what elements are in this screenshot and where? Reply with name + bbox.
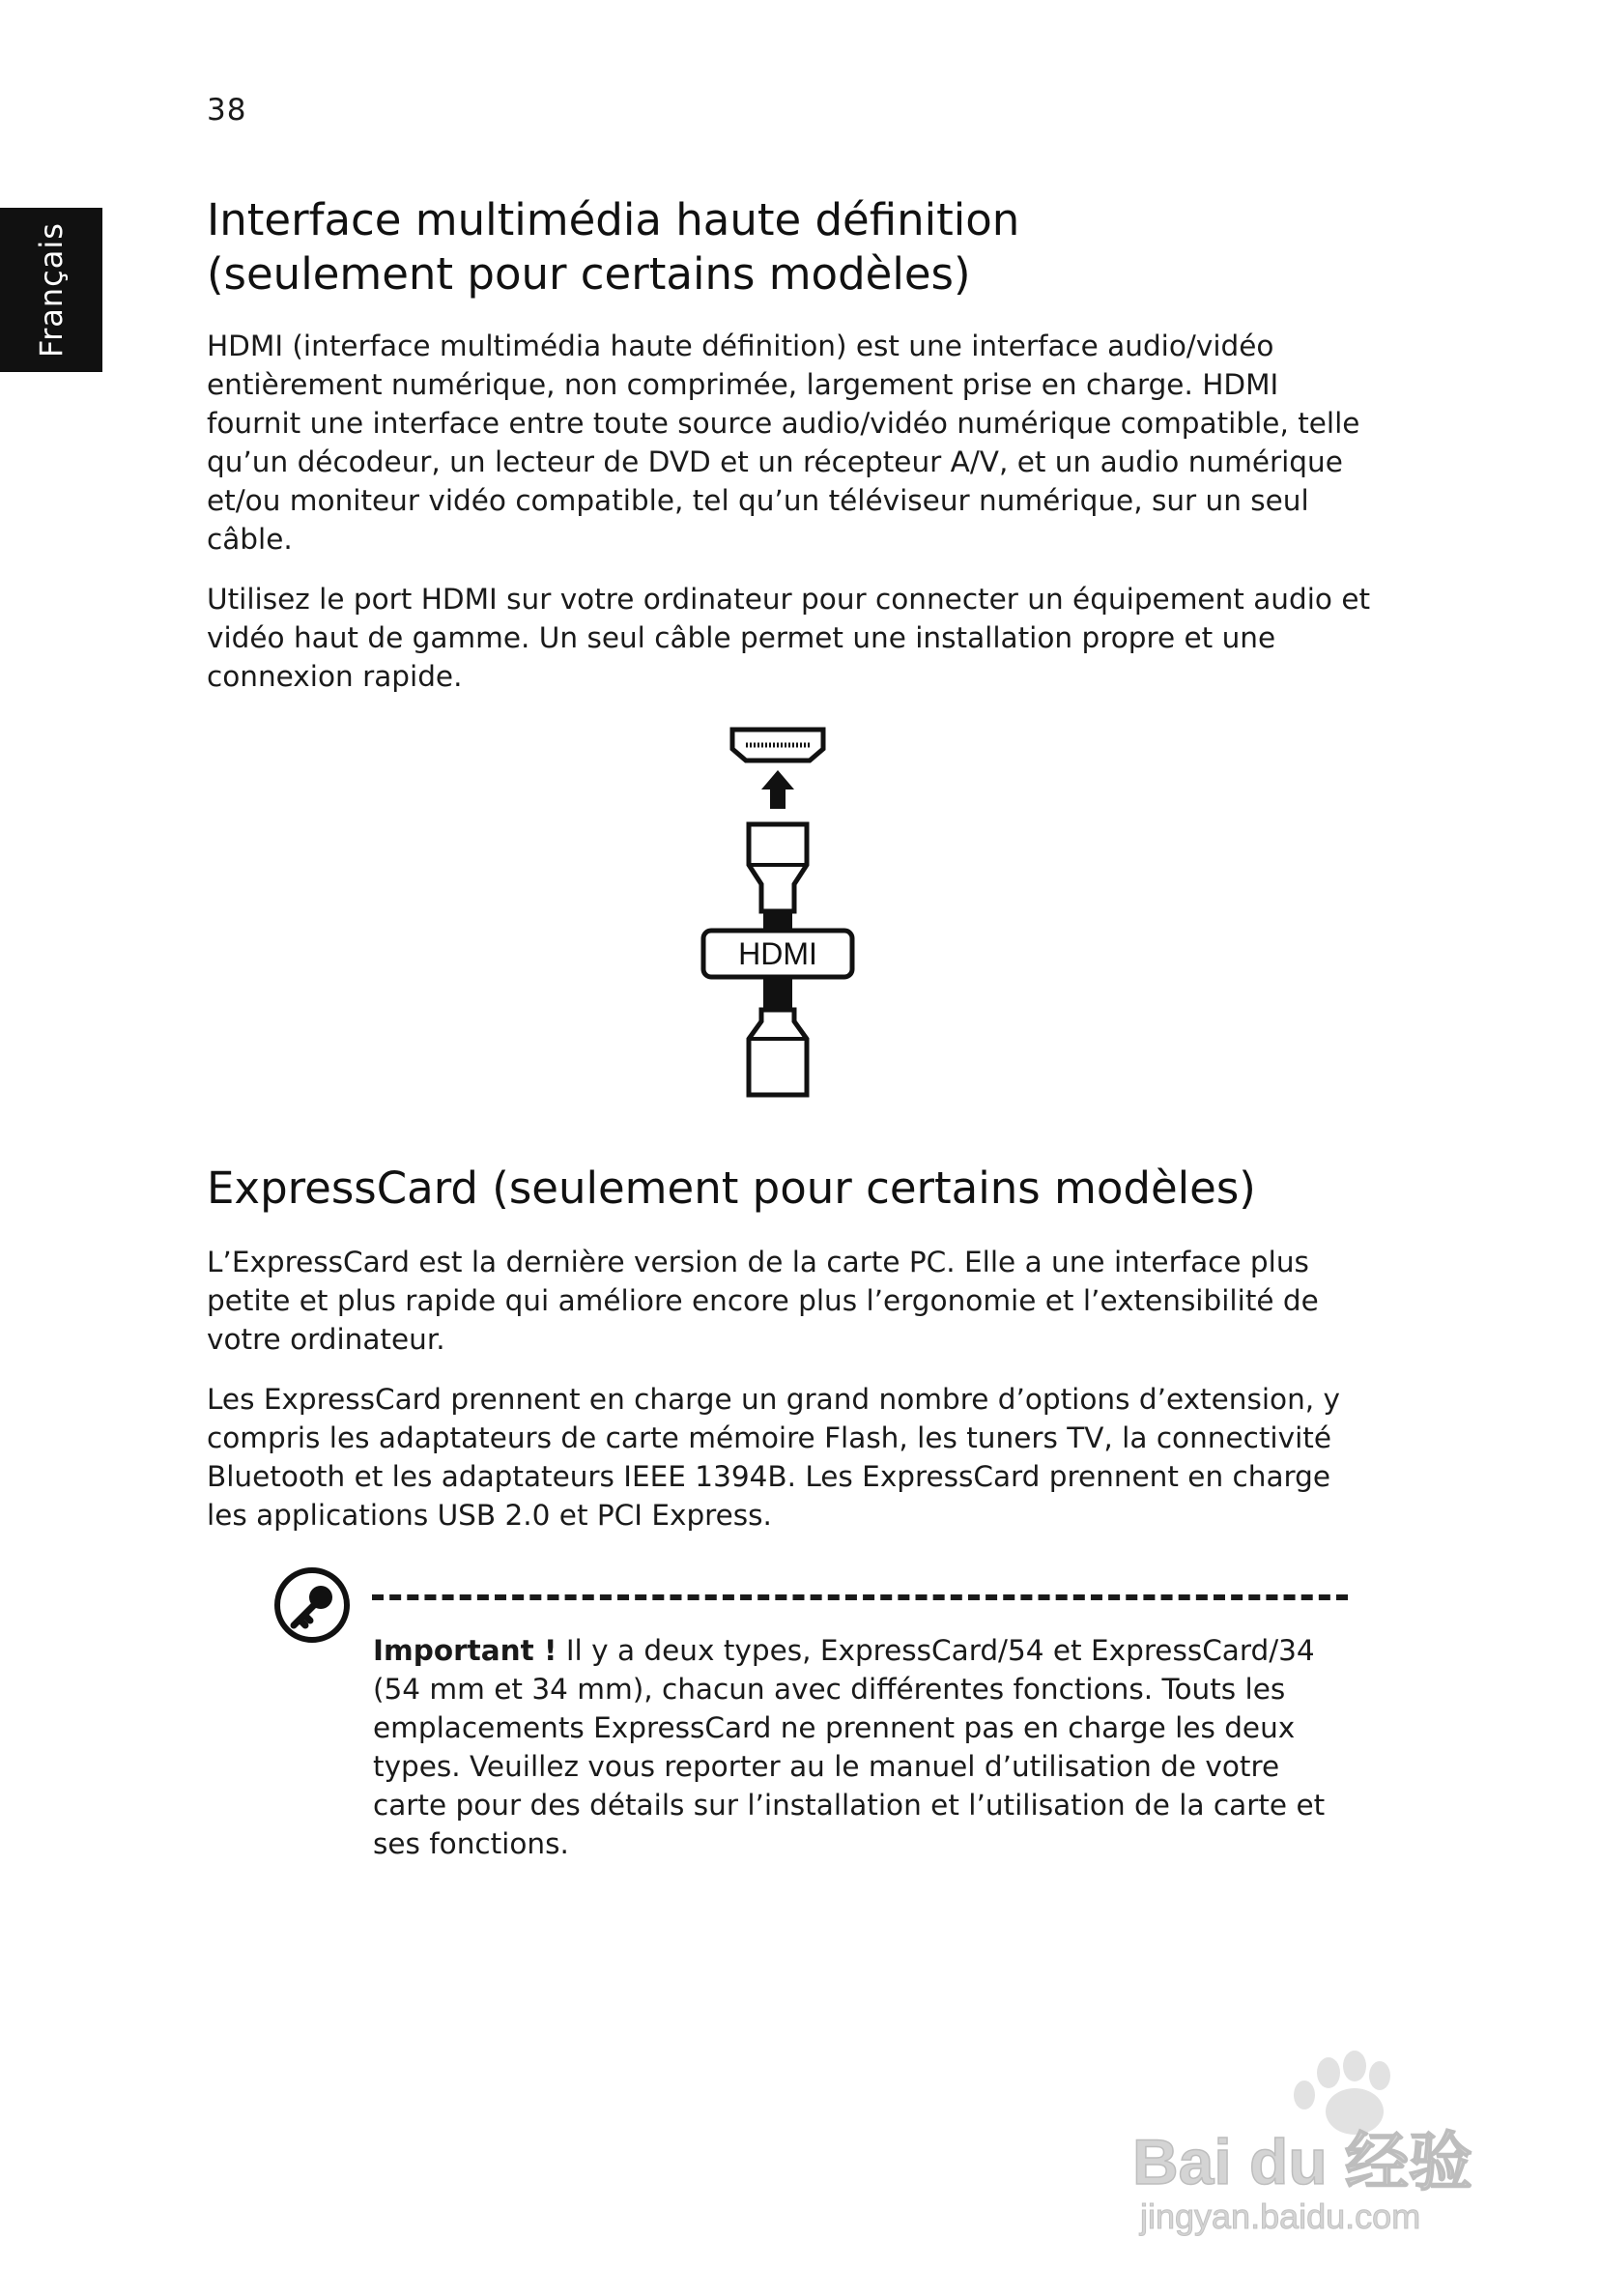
expresscard-paragraph-1: L’ExpressCard est la dernière version de la carte PC. Elle a une interface plus petite et plus rapide qui améliore encore plus l’ergonomie et l’extensibilité de votre ordinateur. (207, 1246, 1319, 1356)
insert-arrow-icon (761, 770, 794, 809)
baidu-paw-icon (1294, 2051, 1390, 2135)
page-number: 38 (207, 93, 247, 128)
expresscard-heading: ExpressCard (seulement pour certains modèles) (207, 1162, 1256, 1214)
language-tab (0, 208, 102, 372)
baidu-watermark (1121, 2039, 1527, 2242)
hdmi-heading (207, 193, 1019, 301)
expresscard-paragraph-2: Les ExpressCard prennent en charge un grand nombre d’options d’extension, y compris les adaptateurs de carte mémoire Flash, les tuners TV, la connectivité Bluetooth et les adaptateurs IEEE 1394B. Les ExpressCard prennent en charge les applications USB 2.0 et PCI Express. (207, 1383, 1340, 1532)
cable-lower (763, 977, 792, 1010)
note-divider (372, 1594, 1348, 1600)
hdmi-label-text: HDMI (738, 936, 817, 971)
hdmi-plug-lower (749, 1010, 807, 1095)
hdmi-paragraph-1: HDMI (interface multimédia haute définition) est une interface audio/vidéo entièrement numérique, non comprimée, largement prise en charge. HDMI fournit une interface entre toute source audio/vidéo numérique compatible, telle qu’un décodeur, un lecteur de DVD et un récepteur A/V, et un audio numérique et/ou moniteur vidéo compatible, tel qu’un téléviseur numérique, sur un seul câble. (207, 330, 1360, 556)
important-note-body: Il y a deux types, ExpressCard/54 et ExpressCard/34 (54 mm et 34 mm), chacun avec différentes fonctions. Touts les emplacements ExpressCard ne prennent pas en charge les deux types. Veuillez vous reporter au le manuel d’utilisation de votre carte pour des détails sur l’installation et l’utilisation de la carte et ses fonctions. (373, 1634, 1326, 1860)
hdmi-connection-illustration (696, 720, 860, 1106)
watermark-brand: Bai du 经验 (1132, 2126, 1473, 2197)
important-note-label: Important ! (373, 1634, 557, 1667)
hdmi-heading-line2: (seulement pour certains modèles) (207, 248, 971, 300)
hdmi-paragraph-2: Utilisez le port HDMI sur votre ordinateur pour connecter un équipement audio et vidéo haut de gamme. Un seul câble permet une installation propre et une connexion rapide. (207, 583, 1371, 693)
cable-upper (763, 911, 792, 931)
important-note (373, 1631, 1349, 1863)
important-key-icon (272, 1565, 352, 1645)
language-tab-label: Français (33, 222, 70, 358)
hdmi-plug-upper (749, 824, 807, 911)
watermark-url: jingyan.baidu.com (1140, 2196, 1421, 2236)
hdmi-heading-line1: Interface multimédia haute définition (207, 194, 1020, 245)
